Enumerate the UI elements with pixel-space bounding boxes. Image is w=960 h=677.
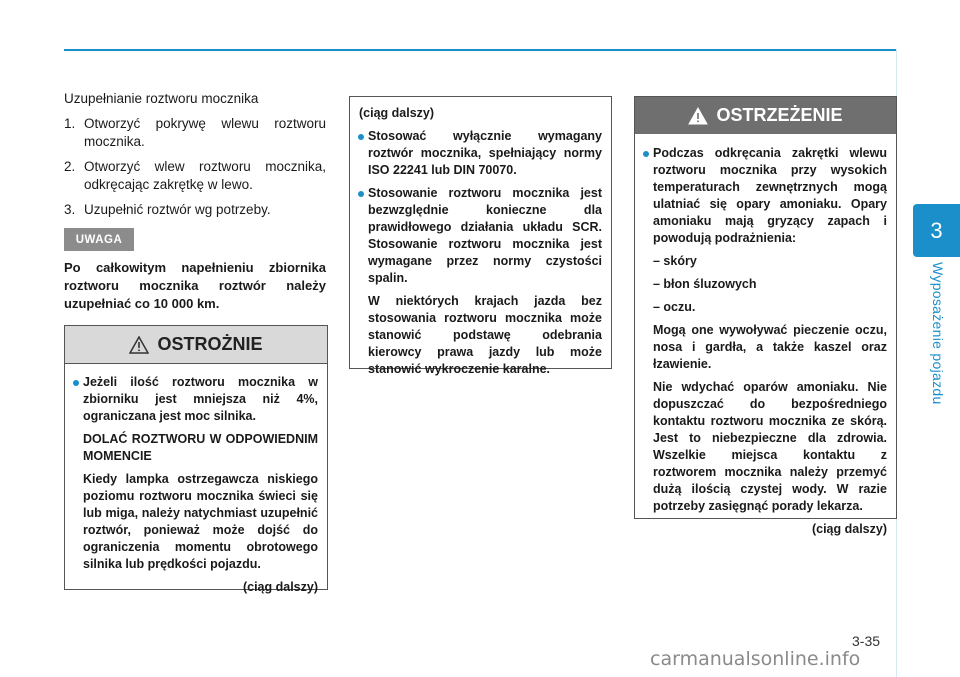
refill-heading: Uzupełnianie roztworu mocznika [64,91,259,106]
page-number: 3-35 [852,633,881,649]
continuation-header: (ciąg dalszy) [359,106,435,120]
caution-header [65,326,327,364]
continued-label: (ciąg dalszy) [242,580,318,594]
warning-paragraph: Nie wdychać oparów amoniaku. Nie dopuszczać do bezpośredniego kontaktu roztworu mocznika ze skórą. Jest to niebezpieczne dla zdrowia. Wszelkie miejsca kontaktu z roztworem mocznika należy przemyć dużą ilością czystej wody. W razie potrzeby zasięgnąć porady lekarza. [653,380,887,513]
continuation-body [350,97,611,392]
caution-paragraph: Kiedy lampka ostrzegawcza niskiego poziomu roztworu mocznika świeci się lub miga, należy natychmiast uzupełnić roztwór, ponieważ może dojść do ograniczenia momentu obrotowego silnika lub prędkości pojazdu. [83,472,318,571]
step-text: Otworzyć pokrywę wlewu roztworu mocznika. [84,116,326,149]
warning-bullet: Podczas odkręcania zakrętki wlewu roztworu mocznika przy wysokich temperaturach zewnętrznych mogą ulatniać się opary amoniaku. Opary amoniaku mają gryzący zapach i powodują podrażnienia: [644,145,887,247]
chapter-number: 3 [930,217,943,243]
warning-paragraph: Mogą one wywoływać pieczenie oczu, nosa i gardła, a także kaszel oraz łzawienie. [653,323,887,371]
warning-triangle-icon [129,336,149,354]
step-number: 3. [64,202,76,217]
list-item: – błon śluzowych [653,277,757,291]
chapter-title: Wyposażenie pojazdu [930,262,946,405]
caution-paragraph: DOLAĆ ROZTWORU W ODPOWIEDNIM MOMENCIE [83,432,318,463]
warning-box [634,96,897,536]
refill-section [64,91,326,226]
note-text: Po całkowitym napełnieniu zbiornika roztworu mocznika roztwór należy uzupełniać co 10 000 km. [64,260,326,311]
watermark: carmanualsonline.info [650,648,861,670]
warning-title: OSTRZEŻENIE [716,105,843,125]
list-item [64,115,326,151]
continuation-bullet: Stosowanie roztworu mocznika jest bezwzględnie konieczne dla prawidłowego działania układu SCR. Stosowanie roztworu mocznika jest wymagane przez normy czystości spalin. [359,185,602,287]
note-badge: UWAGA [64,228,134,251]
caution-body [65,364,327,610]
continuation-box [349,96,612,376]
warning-body [635,134,896,552]
continuation-paragraph: W niektórych krajach jazda bez stosowania roztworu mocznika może stanowić podstawę odebrania kierowcy prawa jazdy lub może stanowić wykroczenie karalne. [368,294,602,376]
warning-header [635,97,896,134]
caution-bullet: Jeżeli ilość roztworu mocznika w zbiorniku jest mniejsza niż 4%, ograniczana jest moc silnika. [74,374,318,425]
caution-box [64,325,328,594]
continuation-bullet: Stosować wyłącznie wymagany roztwór mocznika, spełniający normy ISO 22241 lub DIN 70070. [359,128,602,179]
refill-steps [64,115,326,219]
step-text: Uzupełnić roztwór wg potrzeby. [84,202,271,217]
step-number: 1. [64,116,76,131]
list-item: – oczu. [653,300,696,314]
step-number: 2. [64,159,76,174]
step-text: Otworzyć wlew roztworu mocznika, odkręcając zakrętkę w lewo. [84,159,326,192]
list-item: – skóry [653,254,697,268]
header-rule [64,49,896,51]
list-item [64,158,326,194]
list-item [64,201,326,219]
continued-label: (ciąg dalszy) [811,522,887,536]
caution-title: OSTROŻNIE [157,334,263,354]
warning-triangle-icon [688,107,708,125]
chapter-tab [913,204,960,257]
